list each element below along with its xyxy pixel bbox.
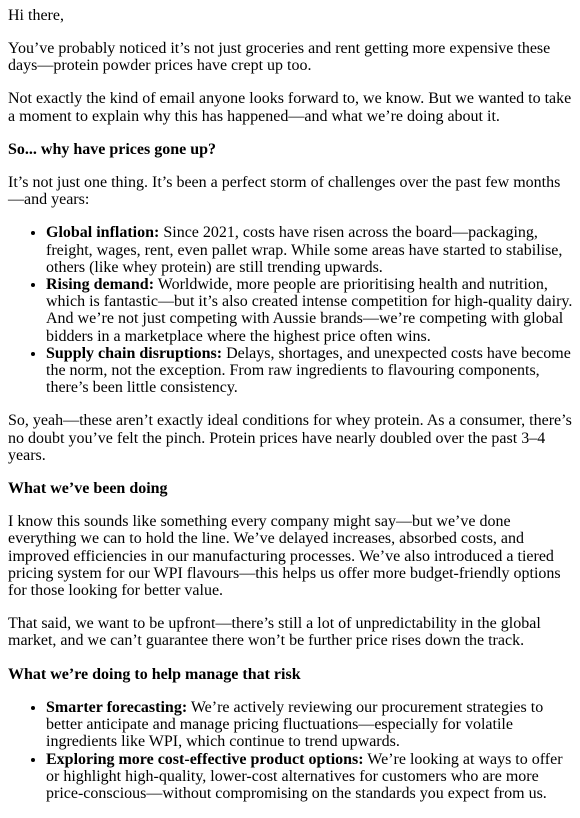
section-heading-why-prices: So... why have prices gone up? [8,140,217,158]
greeting: Hi there, [8,7,64,24]
section-1-closing: So, yeah—these aren’t exactly ideal conditions for whey protein. As a consumer, there’s no doubt you’ve felt the pinch. Protein prices have nearly doubled over the past 3–4 years. [8,412,572,464]
email-content [8,40,574,818]
reasons-list [8,224,574,396]
intro-paragraph-2: Not exactly the kind of email anyone looks forward to, we know. But we wanted to take a moment to explain why this has happened—and what we’re doing about it. [8,90,572,125]
list-item-term: Global inflation: [46,224,160,242]
section-2-paragraph-2: That said, we want to be upfront—there’s still a lot of unpredictability in the global market, and we can’t guarantee there won’t be further price rises down the track. [8,615,541,650]
list-item-term: Supply chain disruptions: [46,344,223,362]
list-item-term: Exploring more cost-effective product options: [46,750,364,768]
section-heading-manage-risk: What we’re doing to help manage that risk [8,665,301,683]
list-item-text: Worldwide, more people are prioritising health and nutrition, which is fantastic—but it’s also created intense competition for high-quality dairy. And we’re not just competing with Aussie brands—we’re competing with global bidders in a marketplace where the highest price often wins. [46,276,573,345]
list-item-term: Rising demand: [46,276,155,294]
list-item [46,224,574,276]
list-item-text: Delays, shortages, and unexpected costs have become the norm, not the exception. From raw ingredients to flavouring components, there’s been little consistency. [46,344,571,397]
list-item [46,345,574,397]
list-item [46,276,574,345]
list-item-term: Smarter forecasting: [46,698,188,716]
intro-paragraph-1: You’ve probably noticed it’s not just groceries and rent getting more expensive these days—protein powder prices have crept up too. [8,40,551,75]
section-1-lead: It’s not just one thing. It’s been a perfect storm of challenges over the past few months—and years: [8,174,561,209]
list-item-text: We’re actively reviewing our procurement strategies to better anticipate and manage pricing fluctuations—especially for volatile ingredients like WPI, which continue to trend upwards. [46,698,544,751]
list-item [46,751,574,803]
list-item-text: We’re looking at ways to offer or highlight high-quality, lower-cost alternatives for customers who are more price-conscious—without compromising on the standards you expect from us. [46,750,563,802]
section-2-paragraph-1: I know this sounds like something every company might say—but we’ve done everything we can to hold the line. We’ve delayed increases, absorbed costs, and improved efficiencies in our manufacturing processes. We’ve also introduced a tiered pricing system for our WPI flavours—this helps us offer more budget-friendly options for those looking for better value. [8,513,561,600]
list-item [46,699,574,751]
risk-actions-list [8,699,574,802]
section-heading-what-we-did: What we’ve been doing [8,480,168,498]
list-item-text: Since 2021, costs have risen across the board—packaging, freight, wages, rent, even pallet wrap. While some areas have started to stabilise, others (like whey protein) are still trending upwards. [46,224,563,276]
